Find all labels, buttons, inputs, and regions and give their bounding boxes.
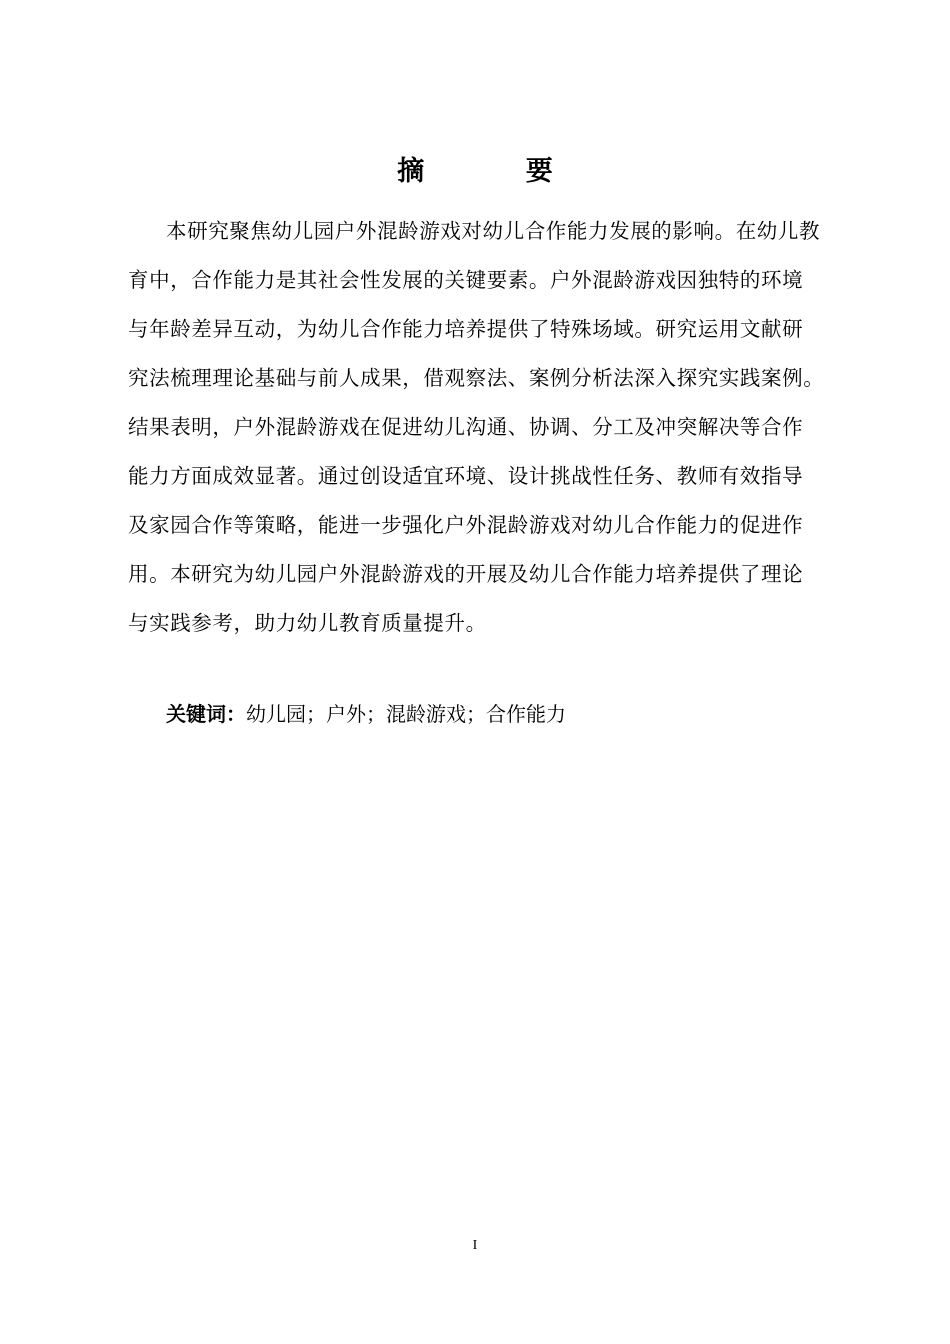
abstract-line: 本研究聚焦幼儿园户外混龄游戏对幼儿合作能力发展的影响。在幼儿教	[166, 219, 821, 243]
abstract-line: 及家园合作等策略，能进一步强化户外混龄游戏对幼儿合作能力的促进作	[128, 513, 804, 537]
abstract-title: 摘 要	[397, 156, 599, 187]
abstract-line: 能力方面成效显著。通过创设适宜环境、设计挑战性任务、教师有效指导	[128, 464, 804, 488]
abstract-line: 与实践参考，助力幼儿教育质量提升。	[128, 611, 487, 635]
abstract-line: 用。本研究为幼儿园户外混龄游戏的开展及幼儿合作能力培养提供了理论	[128, 562, 804, 586]
abstract-line: 究法梳理理论基础与前人成果，借观察法、案例分析法深入探究实践案例。	[128, 366, 825, 390]
abstract-line: 育中，合作能力是其社会性发展的关键要素。户外混龄游戏因独特的环境	[128, 268, 804, 292]
page-number: I	[472, 1238, 478, 1253]
keywords-value: 幼儿园；户外；混龄游戏；合作能力	[246, 702, 566, 726]
abstract-body	[128, 213, 859, 654]
keywords	[166, 697, 566, 731]
keywords-label: 关键词：	[166, 702, 246, 726]
abstract-line: 与年龄差异互动，为幼儿合作能力培养提供了特殊场域。研究运用文献研	[128, 317, 804, 341]
abstract-line: 结果表明，户外混龄游戏在促进幼儿沟通、协调、分工及冲突解决等合作	[128, 415, 804, 439]
